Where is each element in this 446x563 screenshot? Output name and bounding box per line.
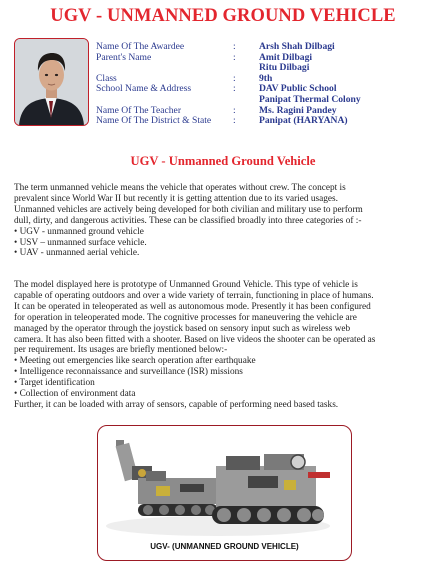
detail-row-awardee xyxy=(96,42,361,53)
detail-colon: : xyxy=(233,83,236,95)
bullet-item: • Target identification xyxy=(14,378,95,389)
detail-colon xyxy=(233,63,259,74)
detail-value: Panipat (HARYANA) xyxy=(259,115,348,127)
robot-rear-body xyxy=(138,471,218,516)
detail-row-parents-2 xyxy=(96,63,361,74)
ugv-robot-image xyxy=(98,426,351,560)
text-line: dull, dirty, and dangerous activities. These can be classified broadly into three categories of :- xyxy=(14,215,362,226)
awardee-details xyxy=(96,42,361,127)
text-line: prevalent since World War II but recently it is getting attention due to its varied usages. xyxy=(14,193,338,204)
detail-row-district xyxy=(96,116,361,127)
text-line: capable of operating outdoors and over a wide variety of terrain, functioning in place of humans. xyxy=(14,290,374,301)
text-line: It can be operated in teleoperated as well as autonomous mode. Presently it has been configured xyxy=(14,301,371,312)
text-line: managed by the operator through the joystick based on sensory input such as wireless web xyxy=(14,323,351,334)
detail-label: Name Of The Teacher xyxy=(96,104,182,116)
bullet-item: • Meeting out emergencies like search operation after earthquake xyxy=(14,356,256,367)
detail-label: Name Of The Awardee xyxy=(96,41,185,52)
text-line: The term unmanned vehicle means the vehicle that operates without crew. The concept is xyxy=(14,183,346,193)
bullet-item: • USV – unmanned surface vehicle. xyxy=(14,237,147,248)
detail-label: School Name & Address xyxy=(96,83,192,95)
text-line: per requirement. Its usages are briefly mentioned below:- xyxy=(14,345,228,356)
bullet-item: • Collection of environment data xyxy=(14,389,136,400)
portrait-image xyxy=(15,39,88,125)
detail-colon: : xyxy=(233,115,236,127)
detail-value: DAV Public School xyxy=(259,83,337,95)
text-line: Further, it can be loaded with array of sensors, capable of performing need based tasks. xyxy=(14,399,339,410)
detail-value: Panipat Thermal Colony xyxy=(259,93,361,105)
detail-colon: : xyxy=(233,41,236,52)
vehicle-figure xyxy=(97,425,352,561)
page-title: UGV - UNMANNED GROUND VEHICLE xyxy=(50,6,396,26)
detail-label xyxy=(96,95,233,106)
detail-value: Ritu Dilbagi xyxy=(259,62,310,74)
detail-value: 9th xyxy=(259,72,273,84)
intro-paragraph xyxy=(14,183,434,259)
text-line: The model displayed here is prototype of Unmanned Ground Vehicle. This type of vehicle is xyxy=(14,280,358,290)
text-line: camera. It has also been fitted with a shooter. Based on live videos the shooter can be operated as xyxy=(14,334,376,345)
detail-value: Arsh Shah Dilbagi xyxy=(259,41,335,52)
detail-value: Ms. Ragini Pandey xyxy=(259,104,337,116)
detail-colon: : xyxy=(233,51,236,63)
bullet-item: • Intelligence reconnaissance and surveillance (ISR) missions xyxy=(14,367,243,378)
text-line: Unmanned vehicles are actively being developed for both civilian and military use to perform xyxy=(14,204,363,215)
bullet-item: • UGV - unmanned ground vehicle xyxy=(14,226,144,237)
description-paragraph xyxy=(14,280,434,411)
detail-label: Parent's Name xyxy=(96,51,152,63)
text-line: for operation in teleoperated mode. The cognitive processes for maneuvering the vehicle are xyxy=(14,312,357,323)
figure-caption: UGV- (UNMANNED GROUND VEHICLE) xyxy=(150,542,299,551)
detail-colon: : xyxy=(233,104,236,116)
detail-value: Amit Dilbagi xyxy=(259,51,313,63)
detail-label: Class xyxy=(96,72,117,84)
awardee-photo xyxy=(14,38,89,126)
detail-row-school-2 xyxy=(96,95,361,106)
detail-row-parents xyxy=(96,53,361,64)
detail-colon: : xyxy=(233,72,236,84)
robot-front-body xyxy=(212,454,330,524)
detail-colon xyxy=(233,95,259,106)
bullet-item: • UAV - unmanned aerial vehicle. xyxy=(14,248,140,259)
section-heading: UGV - Unmanned Ground Vehicle xyxy=(130,154,316,168)
detail-label: Name Of The District & State xyxy=(96,115,212,127)
